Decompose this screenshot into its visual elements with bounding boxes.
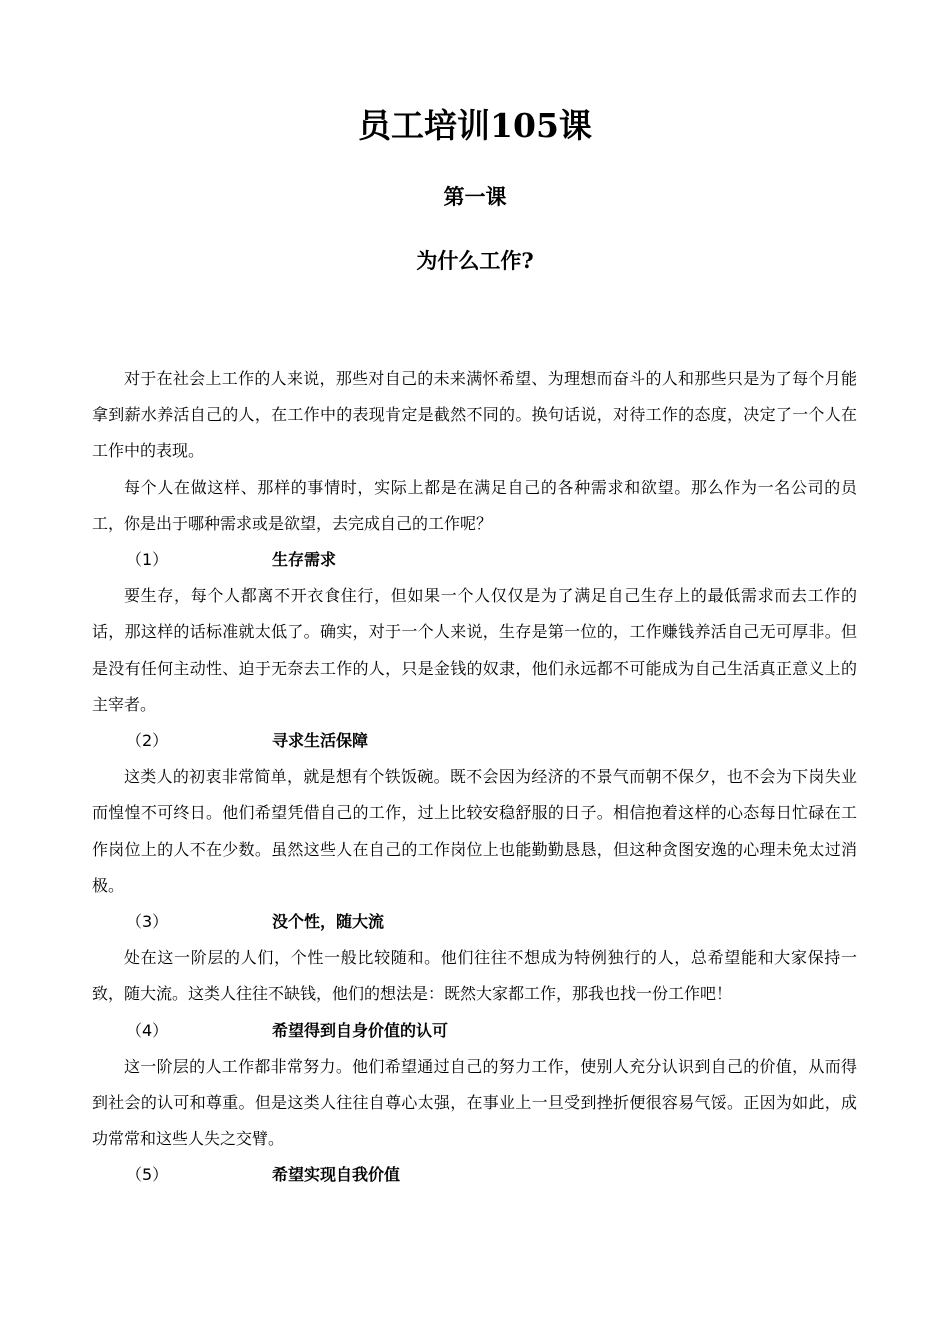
lesson-heading: 第一课 bbox=[443, 184, 507, 209]
intro-paragraph-2: 每个人在做这样、那样的事情时，实际上都是在满足自己的各种需求和欲望。那么作为一名公司的员工，你是出于哪种需求或是欲望，去完成自己的工作呢？ bbox=[92, 477, 857, 533]
section-title: 生存需求 bbox=[272, 550, 337, 570]
intro-paragraph-1: 对于在社会上工作的人来说，那些对自己的未来满怀希望、为理想而奋斗的人和那些只是为了每个月能拿到薪水养活自己的人，在工作中的表现肯定是截然不同的。换句话说，对待工作的态度，决定了一个人在工作中的表现。 bbox=[92, 369, 857, 461]
section-paragraph-2: 这类人的初衷非常简单，就是想有个铁饭碗。既不会因为经济的不景气而朝不保夕，也不会为下岗失业而惶惶不可终日。他们希望凭借自己的工作，过上比较安稳舒服的日子。相信抱着这样的心态每日忙碌在工作岗位上的人不在少数。虽然这些人在自己的工作岗位上也能勤勤恳恳，但这种贪图安逸的心理未免太过消极。 bbox=[92, 767, 857, 895]
document-title: 员工培训105课 bbox=[358, 106, 592, 145]
section-title: 希望实现自我价值 bbox=[272, 1165, 401, 1185]
section-paragraph-1: 要生存，每个人都离不开衣食住行，但如果一个人仅仅是为了满足自己生存上的最低需求而去工作的话，那这样的话标准就太低了。确实，对于一个人来说，生存是第一位的，工作赚钱养活自己无可厚非。但是没有任何主动性、迫于无奈去工作的人，只是金钱的奴隶，他们永远都不可能成为自己生活真正意义上的主宰者。 bbox=[92, 586, 857, 714]
section-heading-2 bbox=[92, 723, 857, 759]
section-paragraph-3: 处在这一阶层的人们，个性一般比较随和。他们往往不想成为特例独行的人，总希望能和大家保持一致，随大流。这类人往往不缺钱，他们的想法是：既然大家都工作，那我也找一份工作吧！ bbox=[92, 948, 857, 1004]
lesson-subtitle: 为什么工作? bbox=[416, 248, 534, 273]
section-paragraph-4: 这一阶层的人工作都非常努力。他们希望通过自己的努力工作，使别人充分认识到自己的价值，从而得到社会的认可和尊重。但是这类人往往自尊心太强，在事业上一旦受到挫折便很容易气馁。正因为如此，成功常常和这些人失之交臂。 bbox=[92, 1056, 857, 1149]
section-title: 寻求生活保障 bbox=[272, 731, 369, 751]
section-title: 希望得到自身价值的认可 bbox=[272, 1020, 449, 1040]
section-number: （4） bbox=[126, 1020, 169, 1040]
document-body bbox=[92, 361, 857, 1194]
section-title: 没个性，随大流 bbox=[272, 912, 385, 932]
section-heading-1 bbox=[92, 542, 857, 578]
section-number: （1） bbox=[126, 550, 169, 570]
section-heading-4 bbox=[92, 1013, 857, 1049]
section-number: （5） bbox=[126, 1165, 169, 1185]
section-heading-3 bbox=[92, 904, 857, 940]
section-number: （3） bbox=[126, 912, 169, 932]
section-number: （2） bbox=[126, 731, 169, 751]
section-heading-5 bbox=[92, 1157, 857, 1193]
